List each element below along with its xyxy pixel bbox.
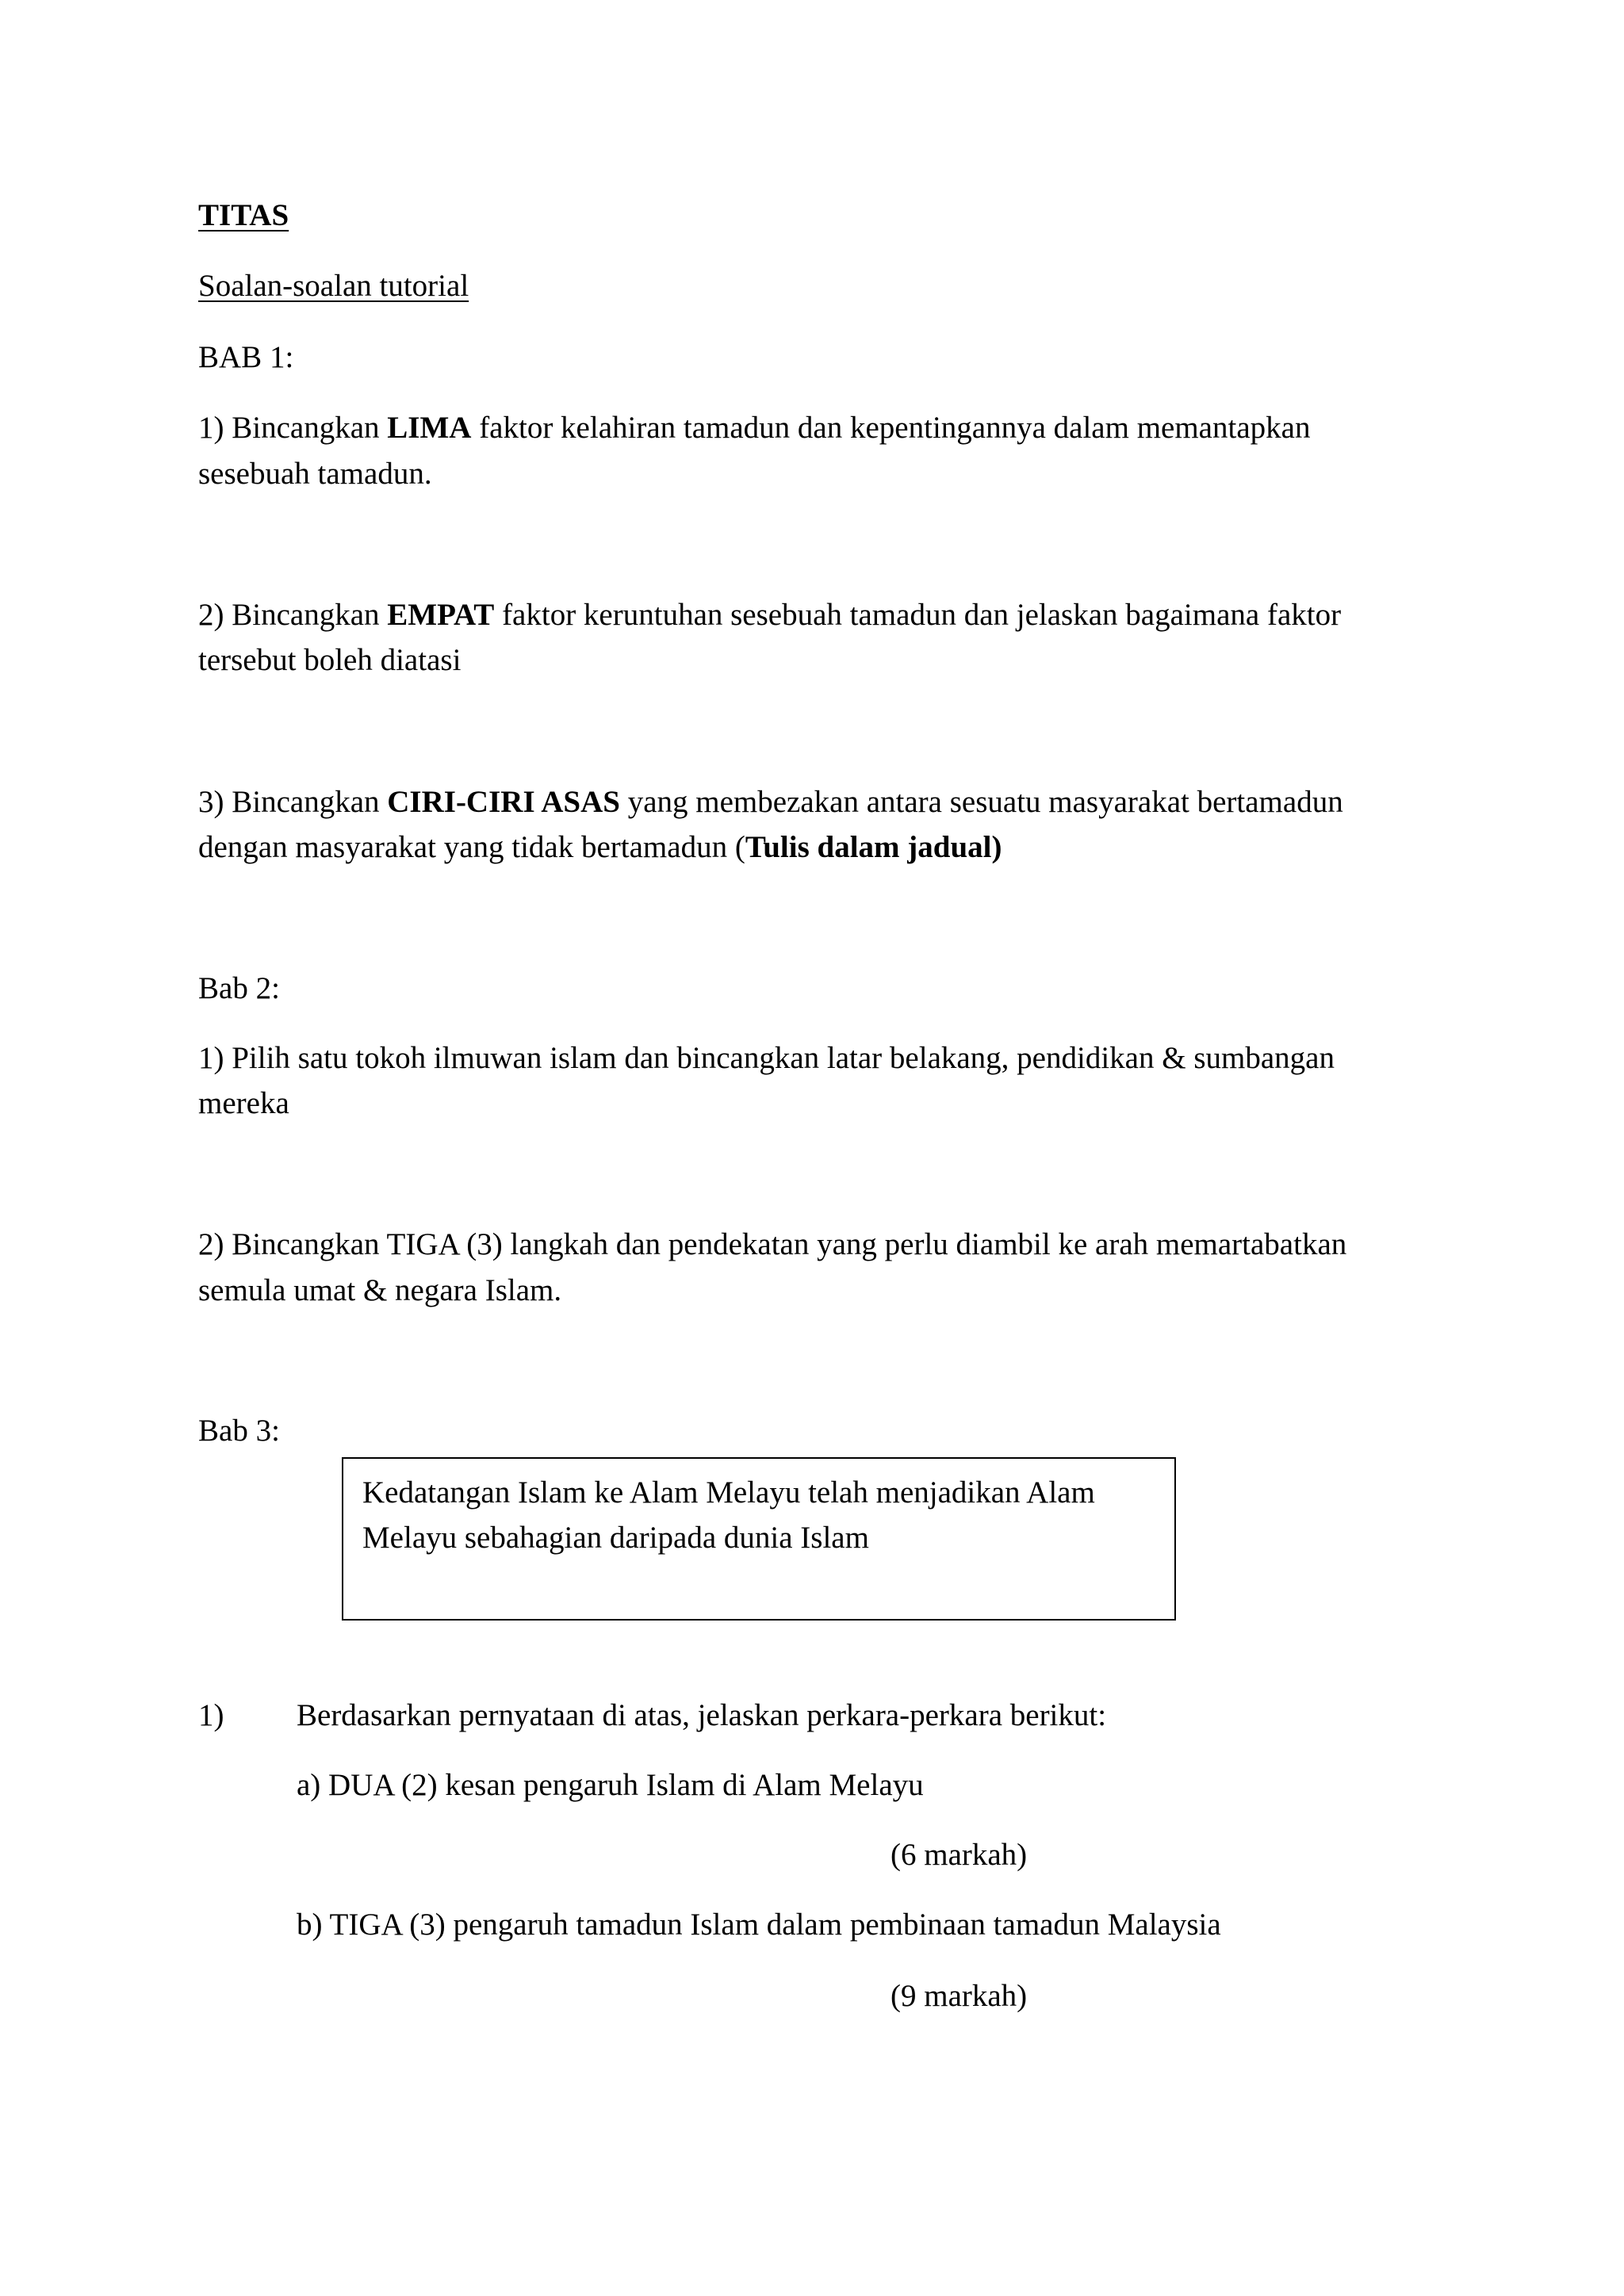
- document-title: TITAS: [198, 198, 289, 232]
- bab1-q3-line1: [198, 780, 1343, 825]
- bab1-q3-bold: CIRI-CIRI ASAS: [387, 785, 620, 819]
- statement-box: [342, 1457, 1176, 1621]
- bab1-q2-rest: faktor keruntuhan sesebuah tamadun dan jelaskan bagaimana faktor: [502, 598, 1342, 632]
- bab2-q2-line2: semula umat & negara Islam.: [198, 1273, 562, 1307]
- bab1-q1-line1: [198, 406, 1310, 450]
- bab2-q2-line1: 2) Bincangkan TIGA (3) langkah dan pendekatan yang perlu diambil ke arah memartabatkan: [198, 1227, 1347, 1261]
- statement-line2: Melayu sebahagian daripada dunia Islam: [362, 1521, 869, 1555]
- bab3-q1-text: Berdasarkan pernyataan di atas, jelaskan perkara-perkara berikut:: [297, 1698, 1107, 1732]
- bab1-q2-prefix: 2) Bincangkan: [198, 598, 380, 632]
- bab1-q1-bold: LIMA: [387, 411, 472, 445]
- bab2-q1-line2: mereka: [198, 1086, 289, 1120]
- bab1-q3-line2-prefix: dengan masyarakat yang tidak bertamadun (: [198, 830, 745, 864]
- bab1-heading: BAB 1:: [198, 340, 294, 374]
- bab3-q1b-marks: (9 markah): [891, 1979, 1028, 2013]
- document-subtitle: Soalan-soalan tutorial: [198, 269, 469, 303]
- bab1-q1-line2: sesebuah tamadun.: [198, 457, 432, 491]
- bab1-q3-line2-bold: Tulis dalam jadual): [745, 830, 1002, 864]
- bab3-q1a-marks: (6 markah): [891, 1838, 1028, 1872]
- bab1-q1-prefix: 1) Bincangkan: [198, 411, 380, 445]
- bab1-q3-rest: yang membezakan antara sesuatu masyarakat bertamadun: [627, 785, 1343, 819]
- bab3-q1b-text: b) TIGA (3) pengaruh tamadun Islam dalam pembinaan tamadun Malaysia: [297, 1908, 1221, 1942]
- bab1-q2-bold: EMPAT: [387, 598, 495, 632]
- bab1-q3-prefix: 3) Bincangkan: [198, 785, 380, 819]
- bab3-heading: Bab 3:: [198, 1414, 280, 1448]
- bab2-q1-line1: 1) Pilih satu tokoh ilmuwan islam dan bincangkan latar belakang, pendidikan & sumbangan: [198, 1041, 1335, 1075]
- bab1-q1-rest: faktor kelahiran tamadun dan kepentingannya dalam memantapkan: [479, 411, 1311, 445]
- bab3-q1-number: 1): [198, 1698, 224, 1732]
- statement-line1: Kedatangan Islam ke Alam Melayu telah menjadikan Alam: [362, 1475, 1095, 1510]
- bab1-q3-line2: [198, 825, 1002, 870]
- bab2-heading: Bab 2:: [198, 971, 280, 1005]
- bab1-q2-line1: [198, 593, 1341, 637]
- bab1-q2-line2: tersebut boleh diatasi: [198, 643, 462, 677]
- bab3-q1a-text: a) DUA (2) kesan pengaruh Islam di Alam Melayu: [297, 1768, 924, 1802]
